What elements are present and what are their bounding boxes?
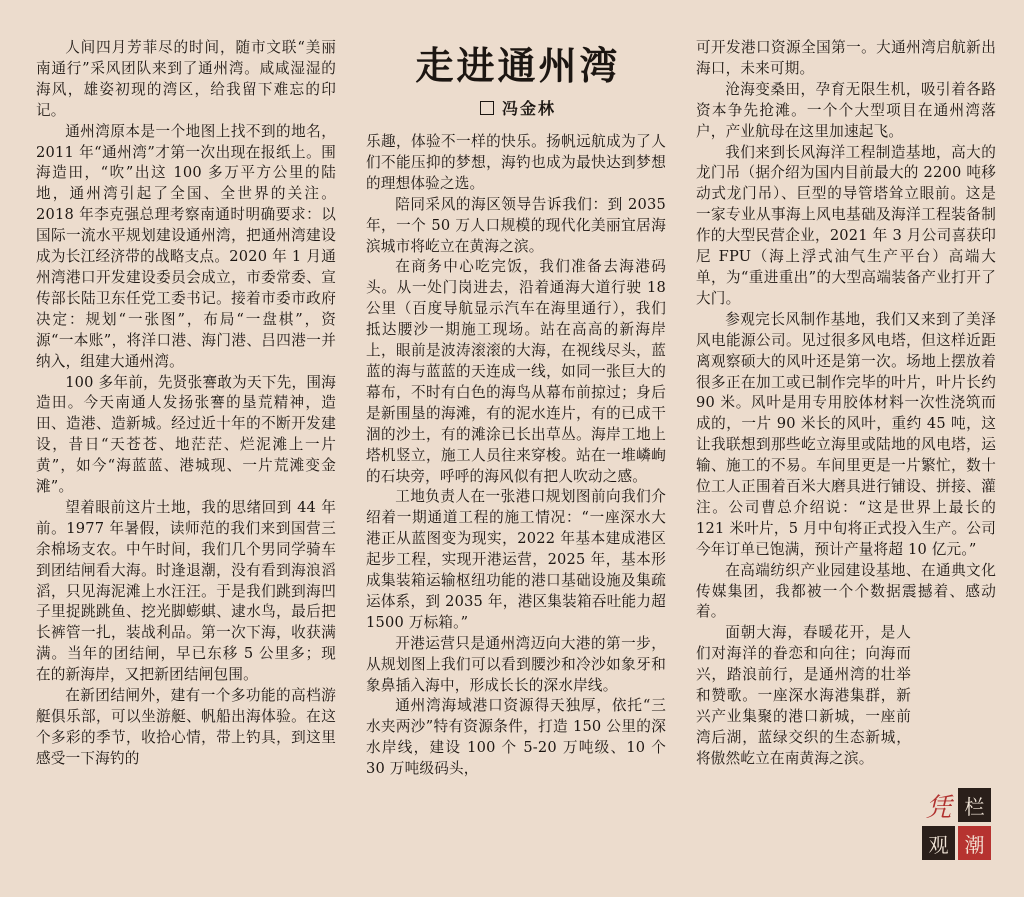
- paragraph: 参观完长风制作基地，我们又来到了美泽风电能源公司。见过很多风电塔，但这样近距离观察硕大的风叶还是第一次。场地上摆放着很多正在加工或已制作完毕的叶片，叶片长约 90 米。风叶是用专用胶体材料一次性浇筑而成的，一片 90 米长的风叶，重约 45 吨，这让我联想到那些屹立海里或陆地的风电塔，运输、施工的不易。车间里更是一片繁忙，数十位工人正围着百米大磨具进行铺设、拼接、灌注。公司曹总介绍说：“这是世界上最长的 121 米叶片，5 月中旬将正式投入生产。公司今年订单已饱满，预计产量将超 10 亿元。”: [696, 310, 996, 558]
- column-logo: [922, 788, 992, 862]
- byline: [370, 96, 666, 119]
- paragraph: 沧海变桑田，孕育无限生机，吸引着各路资本争先抢滩。一个个大型项目在通州湾落户，产业航母在这里加速起飞。: [696, 80, 996, 140]
- paragraph: 通州湾海域港口资源得天独厚，依托“三水夹两沙”特有资源条件，打造 150 公里的深水岸线，建设 100 个 5-20 万吨级、10 个 30 万吨级码头，: [366, 697, 666, 778]
- paragraph: 乐趣，体验不一样的快乐。扬帆远航成为了人们不能压抑的梦想，海钓也成为最快达到梦想的理想体验之选。: [366, 133, 666, 192]
- article-column-2: [366, 132, 666, 780]
- logo-char: 观: [922, 826, 955, 860]
- logo-char: 潮: [958, 826, 991, 860]
- paragraph: 通州湾原本是一个地图上找不到的地名，2011 年“通州湾”才第一次出现在报纸上。围海造田，“吹”出这 100 多万平方公里的陆地，通州湾引起了全国、全世界的关注。2018 年李克强总理考察南通时明确要求：以国际一流水平规划建设通州湾，把通州湾建设成为长江经济带的战略支点。2020 年 1 月通州湾港口开发建设委员会成立，市委常委、宣传部长陆卫东任党工委书记。接着市委市政府决定：规划“一张图”，布局“一盘棋”，资源“一本账”，将洋口港、海门港、吕四港一并纳入，组建大通州湾。: [36, 122, 336, 370]
- paragraph: 在商务中心吃完饭，我们准备去海港码头。从一处门岗进去，沿着通海大道行驶 18 公里（百度导航显示汽车在海里通行），我们抵达腰沙一期施工现场。站在高高的新海岸上，眼前是波涛滚滚的大海，在视线尽头，蓝蓝的海与蓝蓝的天连成一线，如同一张巨大的幕布，不时有白色的海鸟从幕布前掠过；身后是新围垦的海滩，有的泥水连片，有的已成干涸的沙土，有的滩涂已长出草丛。海岸工地上塔机竖立，施工人员往来穿梭。站在一堆嶙峋的石块旁，呼呼的海风似有把人吹动之感。: [366, 258, 666, 485]
- article-column-3: [696, 38, 996, 770]
- paragraph: 开港运营只是通州湾迈向大港的第一步，从规划图上我们可以看到腰沙和冷沙如象牙和象鼻插入海中，形成长长的深水岸线。: [366, 634, 666, 694]
- article-title: 走进通州湾: [415, 44, 621, 88]
- paragraph: 工地负责人在一张港口规划图前向我们介绍着一期通道工程的施工情况：“一座深水大港正从蓝图变为现实，2022 年基本建成港区起步工程，实现开港运营，2025 年，基本形成集装箱运输枢纽功能的港口基础设施及集疏运体系，到 2035 年，港区集装箱吞吐能力超 1500 万标箱。”: [366, 488, 666, 631]
- paragraph: 面朝大海，春暖花开，是人们对海洋的眷恋和向往；向海而兴，踏浪前行，是通州湾的壮举和赞歌。一座深水海港集群，新兴产业集聚的港口新城，一座前湾后湖，蓝绿交织的生态新城，将傲然屹立在南黄海之滨。: [696, 624, 911, 767]
- paragraph: 人间四月芳菲尽的时间，随市文联“美丽南通行”采风团队来到了通州湾。咸咸湿湿的海风，雄姿初现的湾区，给我留下难忘的印记。: [36, 39, 336, 119]
- paragraph: 可开发港口资源全国第一。大通州湾启航新出海口，未来可期。: [696, 39, 996, 77]
- logo-char: 凭: [925, 792, 952, 823]
- author-name: 冯金林: [501, 99, 556, 118]
- paragraph: 100 多年前，先贤张謇敢为天下先，围海造田。今天南通人发扬张謇的垦荒精神，造田、造港、造新城。经过近十年的不断开发建设，昔日“天苍苍、地茫茫、烂泥滩上一片黄”，如今“海蓝蓝、港城现、一片荒滩变金滩”。: [36, 373, 336, 496]
- square-icon: [480, 101, 494, 115]
- paragraph: 在高端纺织产业园建设基地、在通典文化传媒集团，我都被一个个数据震撼着、感动着。: [696, 561, 996, 621]
- article-header: [370, 40, 666, 119]
- paragraph: 我们来到长风海洋工程制造基地，高大的龙门吊（据介绍为国内目前最大的 2200 吨移动式龙门吊）、巨型的导管塔耸立眼前。这是一家专业从事海上风电基础及海洋工程装备制作的大型民营企业，2021 年 3 月公司喜获印尼 FPU（海上浮式油气生产平台）高端大单，为“重进重出”的大型高端装备产业打开了大门。: [696, 143, 996, 307]
- paragraph: 望着眼前这片土地，我的思绪回到 44 年前。1977 年暑假，读师范的我们来到国营三余棉场支农。中午时间，我们几个男同学骑车到团结闸看大海。时逢退潮，没有看到海浪滔滔，只见海泥滩上水汪汪。于是我们跳到海凹子里捉跳跳鱼、挖光脚蟛蜞、逮水鸟，最后把长裤管一扎，装战利品。第一次下海，收获满满。当年的团结闸，早已东移 5 公里多；现在的新海岸，又把新团结闸包围。: [36, 498, 336, 684]
- paragraph: 在新团结闸外，建有一个多功能的高档游艇俱乐部，可以坐游艇、帆船出海体验。在这个多彩的季节，收拾心情，带上钓具，到这里感受一下海钓的: [36, 687, 336, 767]
- paragraph: 陪同采风的海区领导告诉我们：到 2035 年，一个 50 万人口规模的现代化美丽宜居海滨城市将屹立在黄海之滨。: [366, 195, 666, 255]
- article-column-1: [36, 38, 336, 770]
- logo-char: 栏: [958, 788, 991, 822]
